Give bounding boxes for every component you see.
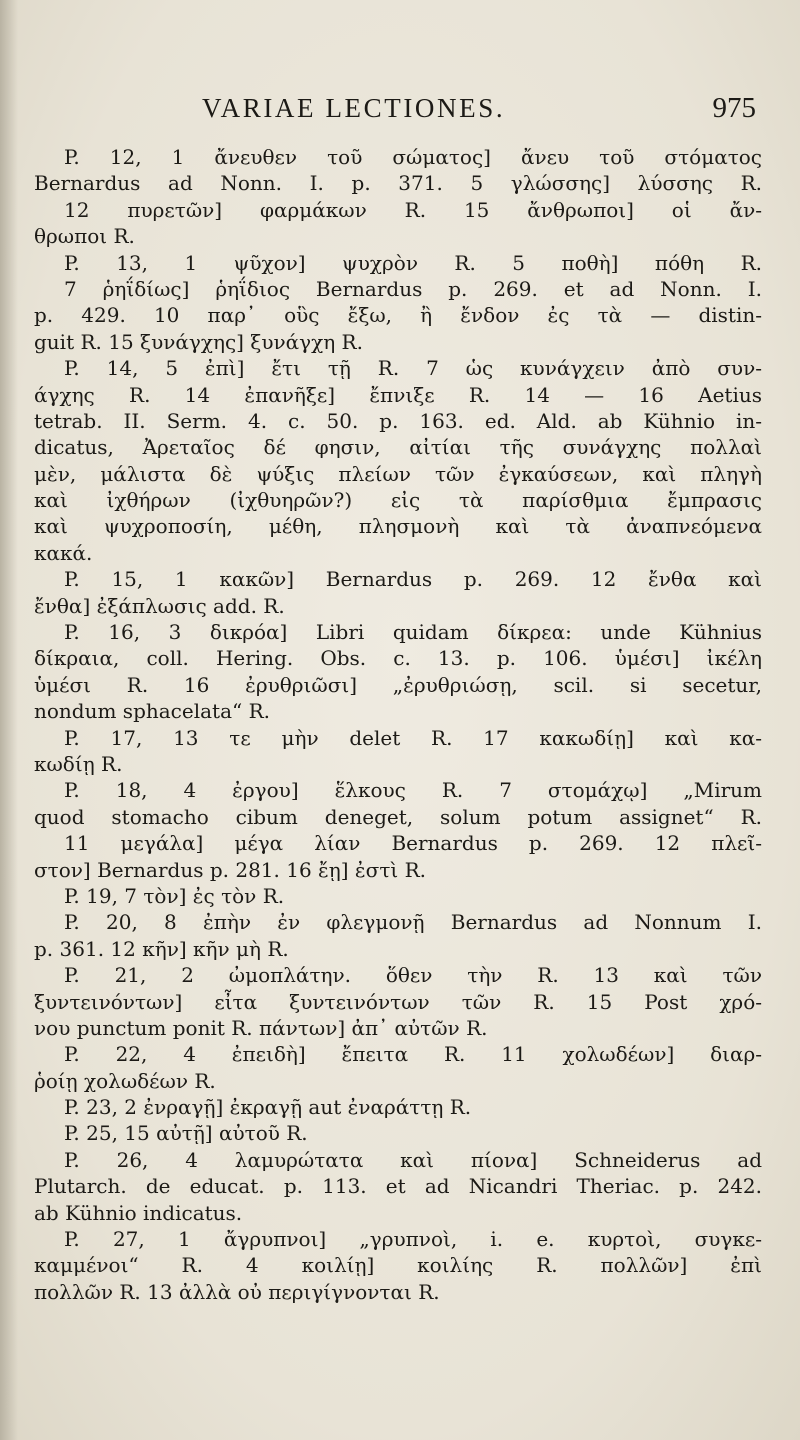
text-line: Bernardus ad Nonn. I. p. 371. 5 γλώσσης] λύσσης R. (34, 171, 762, 196)
text-line: p. 361. 12 κῆν] κῆν μὴ R. (34, 936, 289, 961)
text-line: P. 18, 4 ἐργου] ἕλκους R. 7 στομάχῳ] „Mirum (64, 778, 762, 803)
text-line: P. 21, 2 ὠμοπλάτην. ὅθεν τὴν R. 13 καὶ τῶν (64, 963, 762, 988)
text-line: P. 16, 3 δικρόα] Libri quidam δίκρεα: unde Kühnius (64, 620, 762, 645)
text-line: πολλῶν R. 13 ἀλλὰ οὐ περιγίγνονται R. (34, 1279, 440, 1304)
page-header (30, 88, 770, 128)
text-line: ἔνθα] ἐξάπλωσις add. R. (34, 593, 285, 618)
text-line: καὶ ψυχροποσίη, μέθη, πλησμονὴ καὶ τὰ ἀναπνεόμενα (34, 514, 762, 539)
text-line: θρωποι R. (34, 224, 135, 249)
text-line: μὲν, μάλιστα δὲ ψύξις πλείων τῶν ἐγκαύσεων, καὶ πληγὴ (34, 461, 762, 486)
text-line: tetrab. II. Serm. 4. c. 50. p. 163. ed. Ald. ab Kühnio in- (34, 408, 762, 433)
text-line: P. 13, 1 ψῦχον] ψυχρὸν R. 5 ποθὴ] πόθη R. (64, 250, 762, 275)
text-line: άγχης R. 14 ἐπανῆξε] ἔπνιξε R. 14 — 16 Aetius (34, 382, 762, 407)
text-line: νου punctum ponit R. πάντων] ἀπ᾽ αὐτῶν R. (34, 1015, 488, 1040)
variant-readings-text (34, 144, 762, 1305)
text-line: P. 27, 1 ἄγρυπνοι] „γρυπνοὶ, i. e. κυρτοὶ, συγκε- (64, 1227, 762, 1252)
text-line: κακά. (34, 540, 93, 565)
text-line: P. 20, 8 ἐπὴν ἐν φλεγμονῇ Bernardus ad Nonnum I. (64, 910, 762, 935)
text-line: P. 19, 7 τὸν] ἐς τὸν R. (64, 883, 285, 908)
text-line: ξυντεινόντων] εἶτα ξυντεινόντων τῶν R. 15 Post χρό- (34, 989, 762, 1014)
text-line: P. 26, 4 λαμυρώτατα καὶ πίονα] Schneiderus ad (64, 1147, 762, 1172)
text-line: P. 25, 15 αὐτῇ] αὐτοῦ R. (64, 1121, 308, 1146)
text-line: στον] Bernardus p. 281. 16 ἔῃ] ἐστὶ R. (34, 857, 426, 882)
text-line: P. 23, 2 ἐνραγῇ] ἐκραγῇ aut ἐναράττῃ R. (64, 1095, 472, 1120)
text-line: P. 17, 13 τε μὴν delet R. 17 κακωδίῃ] καὶ κα- (64, 725, 762, 750)
text-line: καὶ ἰχθήρων (ἰχθυηρῶν?) εἰς τὰ παρίσθμια ἔμπρασις (34, 488, 762, 513)
text-line: 7 ῥηΐδίως] ῥηΐδιος Bernardus p. 269. et ad Nonn. I. (64, 276, 762, 301)
page-edge-shadow (0, 0, 18, 1440)
text-line: p. 429. 10 παρ᾽ οὓς ἔξω, ἢ ἔνδον ἐς τὰ — distin- (34, 303, 762, 328)
text-line: quod stomacho cibum deneget, solum potum assignet“ R. (34, 804, 762, 829)
text-line: guit R. 15 ξυνάγχης] ξυνάγχη R. (34, 329, 363, 354)
text-line: P. 15, 1 κακῶν] Bernardus p. 269. 12 ἔνθα καὶ (64, 567, 762, 592)
text-line: nondum sphacelata“ R. (34, 699, 270, 724)
text-line: ὑμέσι R. 16 ἐρυθριῶσι] „ἐρυθριώσῃ, scil. si secetur, (34, 672, 762, 697)
text-line: κωδίῃ R. (34, 751, 123, 776)
text-line: 11 μεγάλα] μέγα λίαν Bernardus p. 269. 12 πλεῖ- (64, 831, 762, 856)
text-line: καμμένοι“ R. 4 κοιλίῃ] κοιλίης R. πολλῶν] ἐπὶ (34, 1253, 762, 1278)
text-line: ab Kühnio indicatus. (34, 1200, 243, 1225)
text-line: δίκραια, coll. Hering. Obs. c. 13. p. 106. ὑμέσι] ἰκέλη (34, 646, 762, 671)
text-line: P. 14, 5 ἐπὶ] ἔτι τῇ R. 7 ὡς κυνάγχειν ἀπὸ συν- (64, 356, 762, 381)
text-line: dicatus, Ἀρεταῖος δέ φησιν, αἰτίαι τῆς συνάγχης πολλαὶ (34, 435, 762, 460)
text-line: Plutarch. de educat. p. 113. et ad Nicandri Theriac. p. 242. (34, 1174, 762, 1199)
text-line: ῥοίῃ χολωδέων R. (34, 1068, 216, 1093)
running-title: VARIAE LECTIONES. (202, 93, 506, 123)
text-line: P. 12, 1 ἄνευθεν τοῦ σώματος] ἄνευ τοῦ στόματος (64, 145, 762, 169)
text-line: P. 22, 4 ἐπειδὴ] ἔπειτα R. 11 χολωδέων] διαρ- (64, 1042, 762, 1067)
text-line: 12 πυρετῶν] φαρμάκων R. 15 ἄνθρωποι] οἱ ἄν- (64, 197, 762, 222)
page-number: 975 (712, 92, 756, 124)
